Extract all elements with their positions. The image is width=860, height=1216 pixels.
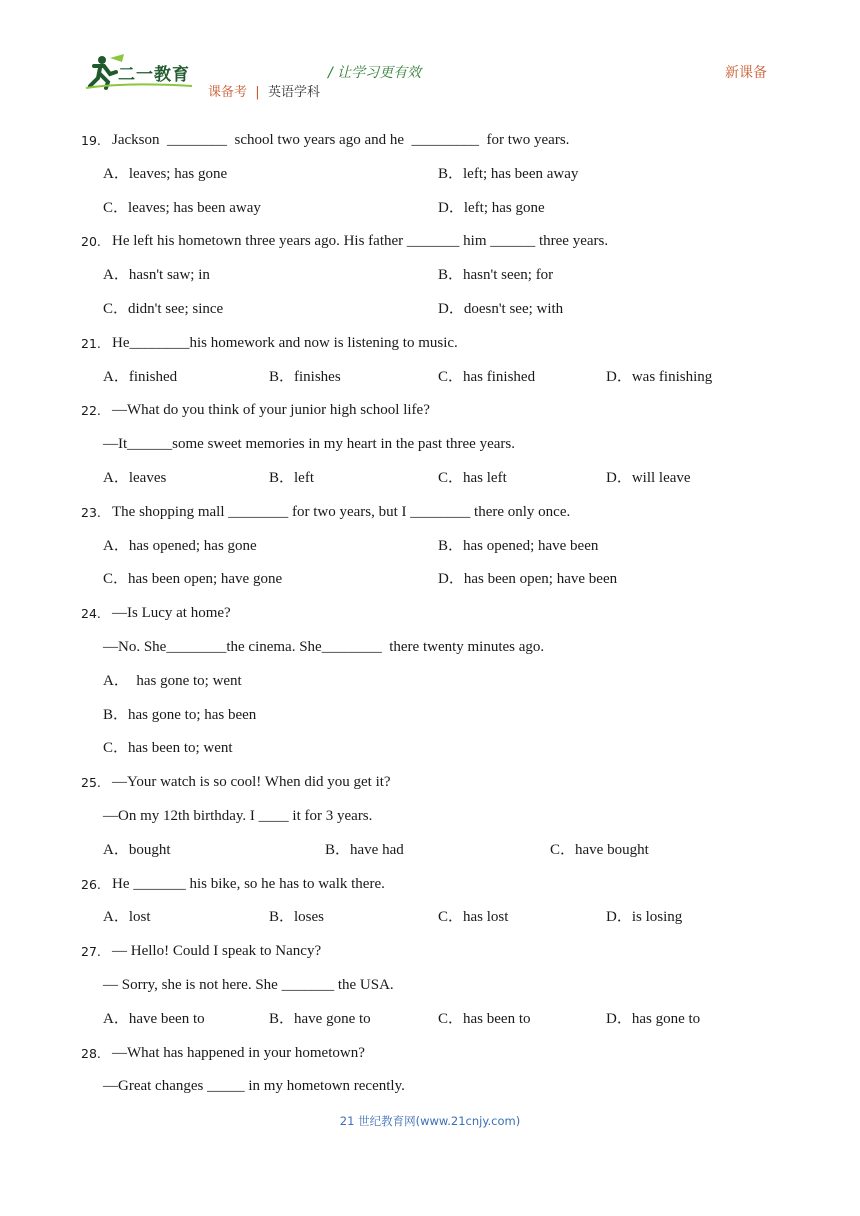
answer-option: C．leaves; has been away bbox=[103, 199, 261, 216]
question-stem: —What has happened in your hometown? bbox=[112, 1044, 365, 1061]
question-stem: —What do you think of your junior high school life? bbox=[112, 402, 430, 419]
answer-option: A． has gone to; went bbox=[103, 672, 242, 689]
question-number: 22. bbox=[81, 403, 101, 419]
answer-option: A．has opened; has gone bbox=[103, 537, 257, 554]
answer-option: C．has been open; have gone bbox=[103, 571, 283, 588]
answer-option: B．loses bbox=[269, 909, 325, 926]
question-stem-line: —On my 12th birthday. I ____ it for 3 years. bbox=[103, 808, 373, 824]
answer-option: B．hasn't seen; for bbox=[438, 267, 554, 284]
subject-separator: | bbox=[255, 85, 260, 100]
answer-option: A．hasn't saw; in bbox=[103, 267, 210, 284]
question-number: 19. bbox=[81, 133, 101, 148]
question-stem-line: —Great changes _____ in my hometown recently. bbox=[103, 1078, 405, 1095]
header-subject bbox=[208, 81, 320, 100]
answer-option: D．was finishing bbox=[606, 368, 713, 385]
page-header bbox=[0, 0, 860, 110]
answer-option: C．has left bbox=[438, 470, 507, 486]
answer-option: B．have gone to bbox=[269, 1010, 371, 1027]
answer-option: D．has gone to bbox=[606, 1010, 701, 1027]
question-number: 21. bbox=[81, 335, 101, 351]
answer-option: A．lost bbox=[103, 909, 151, 926]
answer-option: B．has gone to; has been bbox=[103, 706, 257, 723]
answer-option: C．has been to bbox=[438, 1010, 531, 1027]
header-tag: 新课备 bbox=[725, 65, 767, 81]
question-stem-line: —It______some sweet memories in my heart in the past three years. bbox=[103, 436, 515, 453]
answer-option: A．leaves bbox=[103, 470, 167, 486]
question-number: 20. bbox=[81, 234, 101, 250]
question-number: 27. bbox=[81, 944, 101, 960]
header-slogan: / 让学习更有效 bbox=[328, 65, 422, 81]
question-stem: He left his hometown three years ago. His father _______ him ______ three years. bbox=[112, 233, 609, 250]
answer-option: B．finishes bbox=[269, 368, 341, 385]
subject-left: 课备考 bbox=[208, 85, 248, 100]
question-stem: —Is Lucy at home? bbox=[112, 605, 231, 622]
question-stem: Jackson ________ school two years ago and he _________ for two years. bbox=[112, 132, 570, 148]
question-number: 24. bbox=[81, 606, 101, 622]
question-stem: — Hello! Could I speak to Nancy? bbox=[112, 943, 322, 960]
question-stem-line: — Sorry, she is not here. She _______ the USA. bbox=[103, 977, 394, 993]
answer-option: A．leaves; has gone bbox=[103, 165, 228, 182]
answer-option: D．left; has gone bbox=[438, 199, 545, 216]
answer-option: C．has lost bbox=[438, 909, 509, 926]
question-number: 23. bbox=[81, 504, 101, 520]
question-stem-line: —No. She________the cinema. She________ there twenty minutes ago. bbox=[103, 639, 545, 655]
answer-option: D．has been open; have been bbox=[438, 571, 618, 588]
answer-option: D．doesn't see; with bbox=[438, 301, 564, 317]
logo-text: 二一教育 bbox=[118, 65, 190, 85]
answer-option: C．has finished bbox=[438, 368, 536, 385]
answer-option: B．has opened; have been bbox=[438, 537, 599, 554]
page-footer: 21 世纪教育网(www.21cnjy.com) bbox=[339, 1114, 521, 1128]
answer-option: D．is losing bbox=[606, 909, 683, 926]
answer-option: C．didn't see; since bbox=[103, 301, 224, 317]
answer-option: B．left; has been away bbox=[438, 165, 579, 182]
answer-option: C．has been to; went bbox=[103, 740, 233, 757]
question-number: 26. bbox=[81, 876, 101, 892]
subject-right: 英语学科 bbox=[267, 85, 320, 100]
question-number: 28. bbox=[81, 1045, 101, 1061]
answer-option: A．finished bbox=[103, 368, 178, 385]
question-number: 25. bbox=[81, 775, 101, 791]
answer-option: A．have been to bbox=[103, 1010, 205, 1027]
answer-option: A．bought bbox=[103, 841, 171, 858]
answer-option: B．have had bbox=[325, 841, 404, 858]
answer-option: B．left bbox=[269, 470, 314, 486]
question-stem: The shopping mall ________ for two years, but I ________ there only once. bbox=[112, 503, 571, 520]
question-stem: —Your watch is so cool! When did you get it? bbox=[112, 774, 391, 791]
answer-option: C．have bought bbox=[550, 841, 649, 858]
answer-option: D．will leave bbox=[606, 470, 691, 486]
question-stem: He _______ his bike, so he has to walk there. bbox=[112, 875, 385, 892]
question-stem: He________his homework and now is listening to music. bbox=[112, 334, 458, 351]
